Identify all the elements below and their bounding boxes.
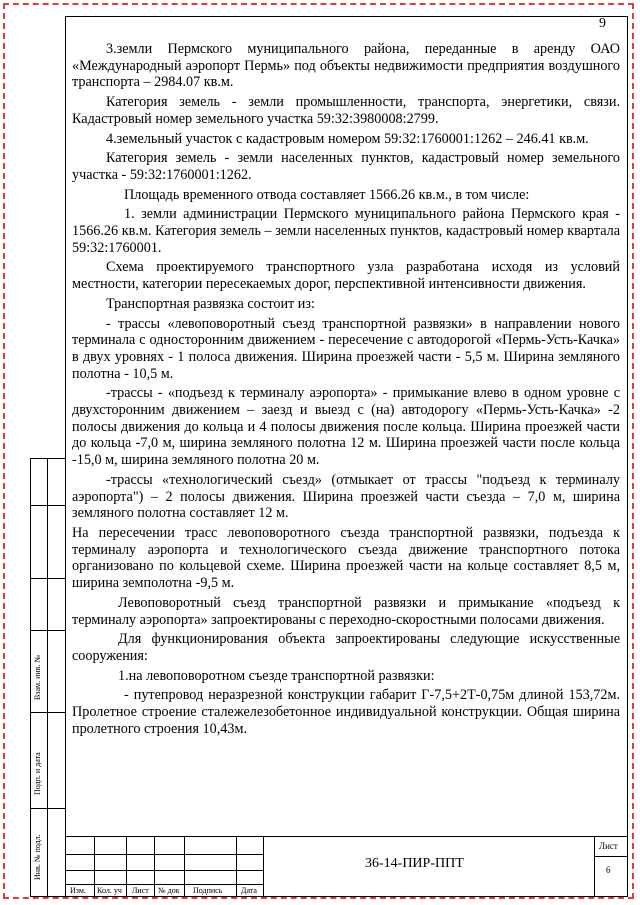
- paragraph: Транспортная развязка состоит из:: [106, 295, 315, 312]
- title-block-col-data: Дата: [241, 886, 257, 895]
- title-block-col: [263, 836, 264, 897]
- title-block-col-list: Лист: [132, 886, 149, 895]
- paragraph: -трассы «технологический съезд» (отмыкает от трассы "подъезд к терминалу аэропорта") – 2 полосы движения. Ширина проезжей части съезда – 7,0 м, ширина земляного полотна составляет 12 м.: [72, 471, 620, 522]
- paragraph: -трассы - «подъезд к терминалу аэропорта» - примыкание влево в одном уровне с двухсторонним движением – заезд и выезд с (на) автодорогу «Пермь-Усть-Качка» -2 полосы движения до кольца и 4 полосы движения после кольца. Ширина проезжей части до кольца -7,0 м, ширина земляного полотна 12 м. Ширина проезжей части после кольца -15,0 м, ширина земляного полотна 20 м.: [72, 385, 620, 469]
- title-block-col: [594, 836, 595, 897]
- paragraph: 3.земли Пермского муниципального района, переданные в аренду ОАО «Международный аэропорт Пермь» под объекты недвижимости предприятия воздушного транспорта – 2984.07 кв.м.: [72, 41, 620, 91]
- paragraph: 1.на левоповоротном съезде транспортной развязки:: [118, 667, 435, 684]
- paragraph: Категория земель - земли населенных пунктов, кадастровый номер земельного участка - 59:32:1760001:1262.: [72, 150, 620, 183]
- title-block-col: [126, 836, 127, 897]
- sidebar-upper-row: [30, 578, 65, 579]
- sidebar-podp-data: Подп. и дата: [33, 752, 42, 795]
- title-block-col: [236, 836, 237, 897]
- title-block-col-podpis: Подпись: [193, 886, 223, 895]
- paragraph: - трассы «левоповоротный съезд транспортной развязки» в направлении нового терминала с односторонним движением - пересечение с автодорогой «Пермь-Усть-Качка» в двух уровнях - 1 полоса движения. Ширина проезжей части - 5,5 м. Ширина земляного полотна - 10,5 м.: [72, 315, 620, 382]
- paragraph: Схема проектируемого транспортного узла разработана исходя из условий местности, категории пересекаемых дорог, перспективной интенсивности движения.: [72, 259, 620, 293]
- title-block-sheet-row: [594, 856, 628, 857]
- title-block-col-ndok: № док: [158, 886, 180, 895]
- title-block-col: [94, 836, 95, 897]
- paragraph: 4.земельный участок с кадастровым номером 59:32:1760001:1262 – 246.41 кв.м.: [106, 130, 589, 147]
- title-block-col: [184, 836, 185, 897]
- sidebar-vzam-inv: Взам. инв. №: [33, 654, 42, 700]
- page-number: 9: [599, 16, 606, 31]
- sidebar-lower-divider: [47, 630, 48, 897]
- paragraph: На пересечении трасс левоповоротного съезда транспортной развязки, подъезда к терминалу аэропорта и технологического съезда движение транспортного потока организовано по кольцевой схеме. Ширина проезжей части на кольце составляет 8,5 м, ширина земполотна -9,5 м.: [72, 524, 620, 592]
- paragraph: 1. земли администрации Пермского муниципального района Пермского края - 1566.26 кв.м. Категория земель – земли населенных пунктов, кадастровый номер квартала 59:32:1760001.: [72, 206, 620, 256]
- sidebar-lower-row: [30, 712, 65, 713]
- sheet-label: Лист: [599, 841, 618, 851]
- sheet-number: 6: [606, 865, 611, 875]
- paragraph: - путепровод неразрезной конструкции габарит Г-7,5+2Т-0,75м длиной 153,72м. Пролетное строение сталежелезобетонное индивидуальной конструкции. Общая ширина пролетного строения 10,43м.: [72, 687, 620, 737]
- document-body: [72, 41, 620, 740]
- sidebar-upper-divider: [47, 458, 48, 630]
- paragraph: Для функционирования объекта запроектированы следующие искусственные сооружения:: [72, 631, 620, 664]
- document-code: 36-14-ПИР-ППТ: [365, 856, 464, 871]
- paragraph: Категория земель - земли промышленности, транспорта, энергетики, связи. Кадастровый номер земельного участка 59:32:3980008:2799.: [72, 94, 620, 127]
- title-block-top-border: [65, 836, 628, 837]
- sidebar-inv-podl: Инв. № подл.: [33, 834, 42, 880]
- paragraph: Левоповоротный съезд транспортной развязки и примыкание «подъезд к терминалу аэропорта» запроектированы с переходно-скоростными полосами движения.: [72, 594, 620, 628]
- paragraph: Площадь временного отвода составляет 1566.26 кв.м., в том числе:: [124, 186, 530, 203]
- title-block-col: [154, 836, 155, 897]
- sidebar-upper-row: [30, 505, 65, 506]
- title-block-col-kol: Кол. уч: [97, 886, 122, 895]
- title-block-col-izm: Изм.: [70, 886, 86, 895]
- sidebar-lower-row: [30, 808, 65, 809]
